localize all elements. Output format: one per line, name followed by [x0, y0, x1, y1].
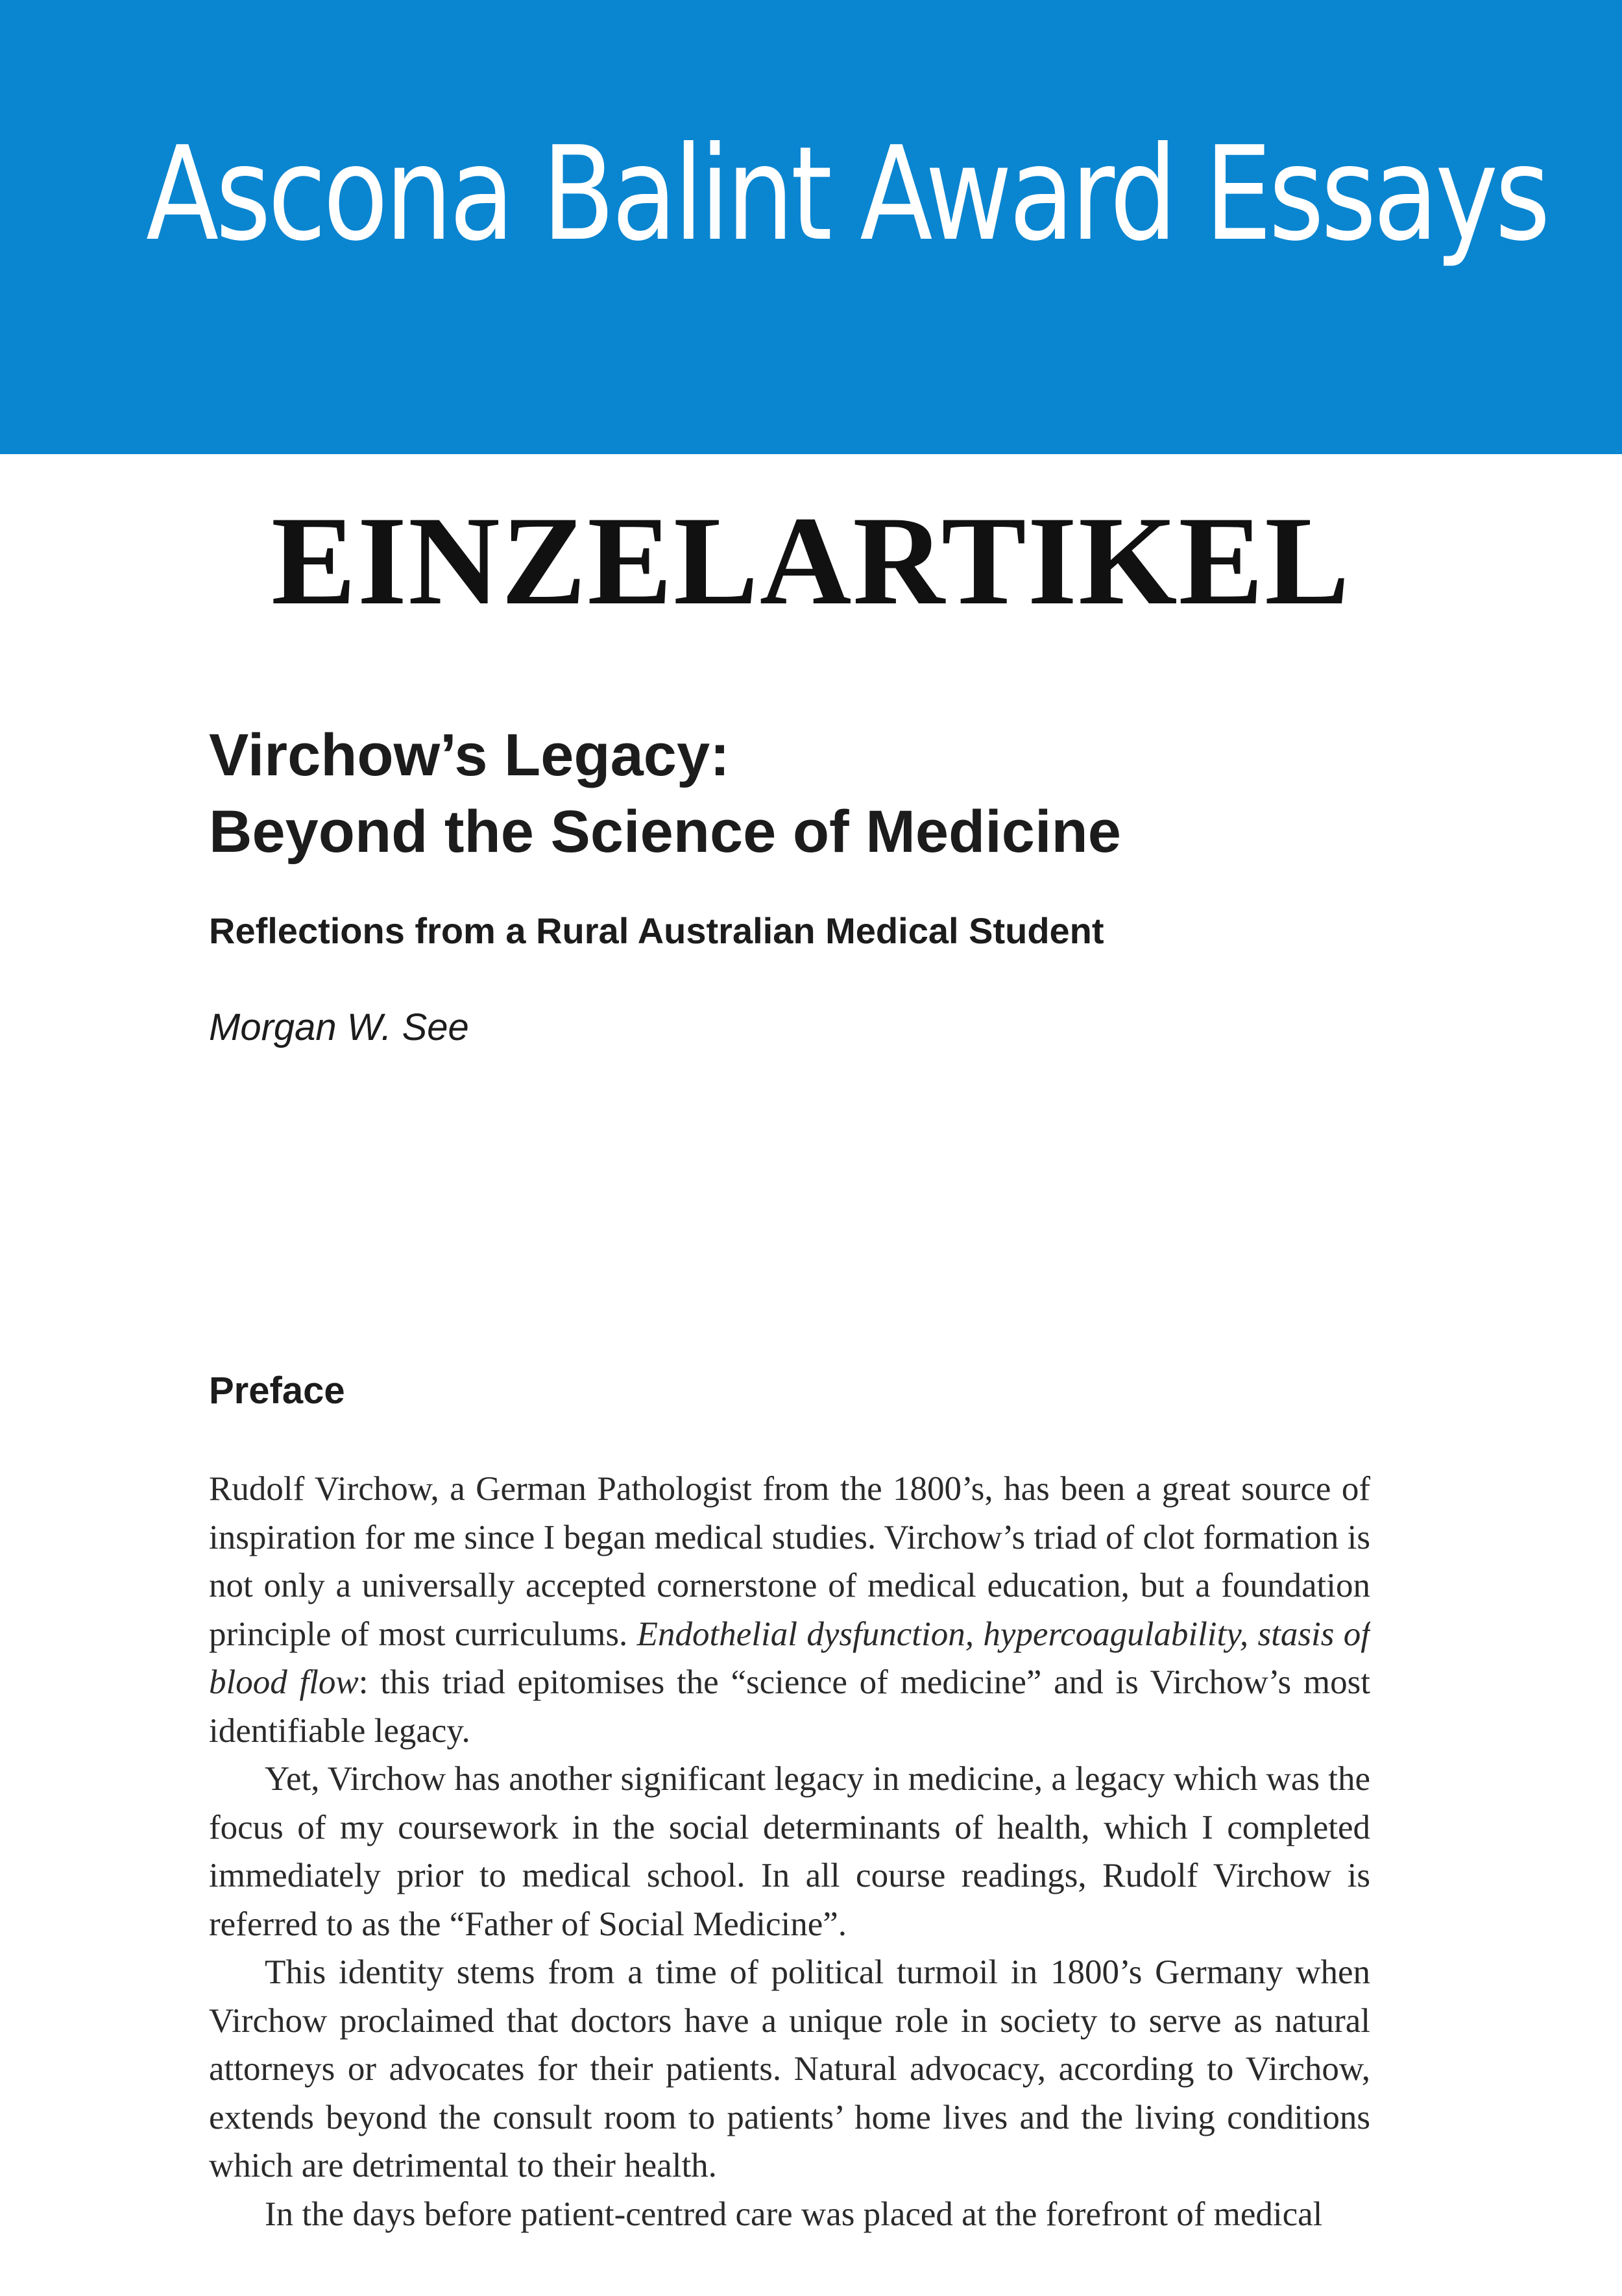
paragraph-1	[209, 1465, 1370, 1755]
author-name: Morgan W. See	[209, 1006, 469, 1048]
article-title-line-2: Beyond the Science of Medicine	[209, 799, 1121, 865]
paragraph-4: In the days before patient-centred care was placed at the forefront of medical	[265, 2195, 1323, 2233]
header-banner	[0, 0, 1622, 454]
paragraph-2: Yet, Virchow has another significant legacy in medicine, a legacy which was the focus of my coursework in the social determinants of health, which I completed immediately prior to medical school. In all course readings, Rudolf Virchow is referred to as the “Father of Social Medicine”.	[209, 1760, 1370, 1943]
article-type-label: EINZELARTIKEL	[271, 490, 1351, 631]
paragraph-1-italic: Endothelial dysfunction, hypercoagulability, stasis of blood flow	[209, 1615, 1370, 1701]
article-subtitle: Reflections from a Rural Australian Medical Student	[209, 910, 1104, 951]
article-title	[209, 717, 1370, 870]
article-title-line-1: Virchow’s Legacy:	[209, 722, 730, 788]
paragraph-3: This identity stems from a time of political turmoil in 1800’s Germany when Virchow proclaimed that doctors have a unique role in society to serve as natural attorneys or advocates for their patients. Natural advocacy, according to Virchow, extends beyond the consult room to patients’ home lives and the living conditions which are detrimental to their health.	[209, 1953, 1370, 2184]
paragraph-1-text: Rudolf Virchow, a German Pathologist from the 1800’s, has been a great source of inspiration for me since I began medical studies. Virchow’s triad of clot formation is not only a universally accepted cornerstone of medical education, but a foundation principle of most curriculums.	[209, 1470, 1370, 1653]
section-heading-preface: Preface	[209, 1370, 345, 1412]
paragraph-1-rest: : this triad epitomises the “science of medicine” and is Virchow’s most identifiable legacy.	[209, 1663, 1370, 1750]
series-title: Ascona Balint Award Essays	[146, 119, 1547, 270]
body-text	[209, 1465, 1370, 2289]
